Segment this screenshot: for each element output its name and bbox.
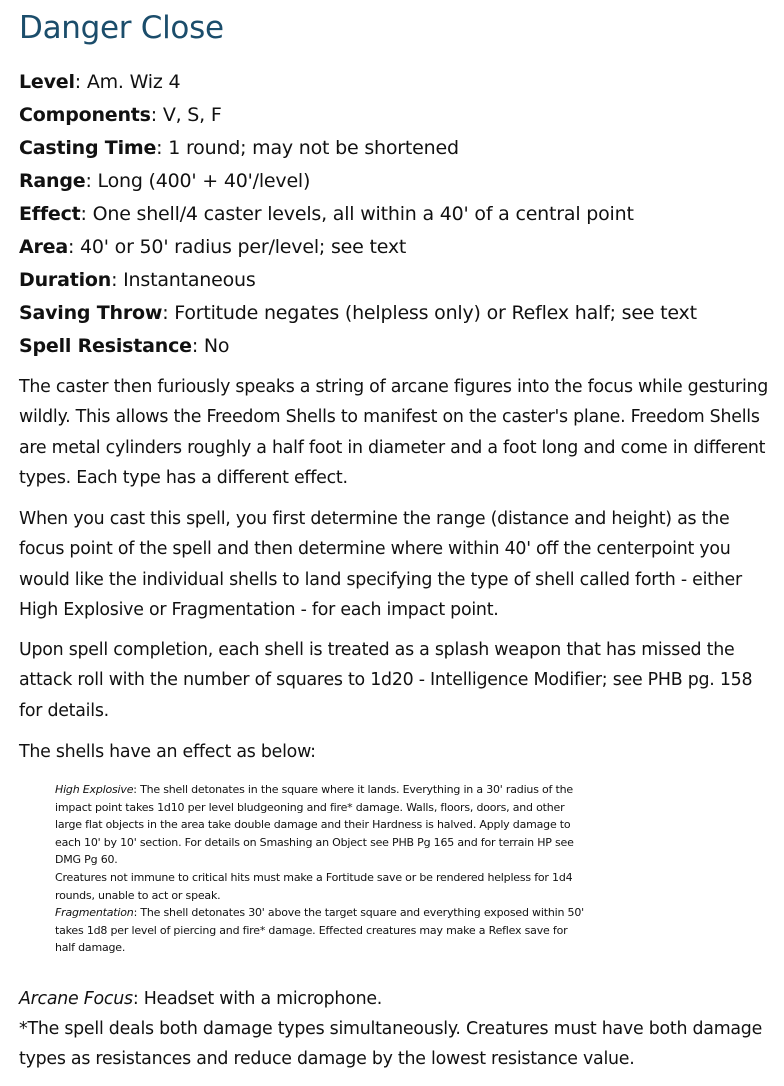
description-paragraph-1: The caster then furiously speaks a string of arcane figures into the focus while gesturing wildly. This allows the Freedom Shells to manifest on the caster's plane. Freedom Shells are metal cylinders roughly a half foot in diameter and a foot long and come in different types. Each type has a different effect. <box>19 377 769 488</box>
stat-label: Duration <box>19 269 112 291</box>
stat-value: V, S, F <box>162 104 222 126</box>
description-paragraph-4: The shells have an effect as below: <box>19 742 316 762</box>
stat-separator: : <box>162 302 175 324</box>
spell-stat-block <box>19 66 777 363</box>
stat-separator: : <box>67 236 81 258</box>
focus-value: : Headset with a microphone. <box>132 989 383 1009</box>
stat-area <box>19 231 777 264</box>
stat-value: Am. Wiz 4 <box>86 71 181 93</box>
stat-label: Spell Resistance <box>19 335 192 357</box>
shell-types-box <box>55 781 589 957</box>
stat-label: Effect <box>19 203 81 225</box>
stat-label: Casting Time <box>19 137 157 159</box>
stat-value: No <box>203 335 230 357</box>
stat-casting-time <box>19 132 777 165</box>
shell-description: : The shell detonates in the square where it lands. Everything in a 30' radius of the impact point takes 1d10 per level bludgeoning and fire* damage. Walls, floors, doors, and other large flat objects in the area take double damage and their Hardness is halved. Apply damage to each 10' by 10' section. For details on Smashing an Object see PHB Pg 165 and for terrain HP see DMG Pg 60. <box>55 783 574 867</box>
stat-value: Instantaneous <box>123 269 256 291</box>
stat-separator: : <box>191 335 204 357</box>
description-paragraph-3: Upon spell completion, each shell is treated as a splash weapon that has missed the attack roll with the number of squares to 1d20 - Intelligence Modifier; see PHB pg. 158 for details. <box>19 640 753 721</box>
stat-effect <box>19 198 777 231</box>
shell-high-explosive <box>55 781 589 869</box>
stat-separator: : <box>156 137 169 159</box>
stat-saving-throw <box>19 297 777 330</box>
stat-value: Fortitude negates (helpless only) or Reflex half; see text <box>174 302 697 324</box>
stat-separator: : <box>111 269 124 291</box>
stat-label: Level <box>19 71 75 93</box>
stat-value: 1 round; may not be shortened <box>168 137 459 159</box>
arcane-focus-line <box>19 984 779 1014</box>
stat-separator: : <box>85 170 98 192</box>
stat-separator: : <box>80 203 93 225</box>
stat-label: Range <box>19 170 86 192</box>
stat-range <box>19 165 777 198</box>
stat-value: Long (400' + 40'/level) <box>97 170 311 192</box>
spell-title: Danger Close <box>19 10 224 46</box>
shell-critical-note: Creatures not immune to critical hits must make a Fortitude save or be rendered helpless for 1d4 rounds, unable to act or speak. <box>55 870 573 902</box>
stat-label: Saving Throw <box>19 302 163 324</box>
stat-value: 40' or 50' radius per/level; see text <box>80 236 407 258</box>
stat-label: Area <box>19 236 68 258</box>
shell-fragmentation <box>55 904 589 957</box>
shell-name: High Explosive <box>55 783 134 796</box>
description-paragraph-2: When you cast this spell, you first determine the range (distance and height) as the focus point of the spell and then determine where within 40' off the centerpoint you would like the individual shells to land specifying the type of shell called forth - either High Explosive or Fragmentation - for each impact point. <box>19 509 742 620</box>
stat-spell-resistance <box>19 330 777 363</box>
shell-name: Fragmentation <box>55 906 134 920</box>
damage-footnote: *The spell deals both damage types simultaneously. Creatures must have both damage types as resistances and reduce damage by the lowest resistance value. <box>19 1019 763 1070</box>
stat-level <box>19 66 777 99</box>
stat-duration <box>19 264 777 297</box>
shell-description: : The shell detonates 30' above the target square and everything exposed within 50' takes 1d8 per level of piercing and fire* damage. Effected creatures may make a Reflex save for half damage. <box>55 906 584 955</box>
stat-separator: : <box>74 71 87 93</box>
focus-label: Arcane Focus <box>19 989 133 1009</box>
stat-value: One shell/4 caster levels, all within a 40' of a central point <box>92 203 634 225</box>
stat-label: Components <box>19 104 151 126</box>
stat-separator: : <box>150 104 163 126</box>
stat-components <box>19 99 777 132</box>
